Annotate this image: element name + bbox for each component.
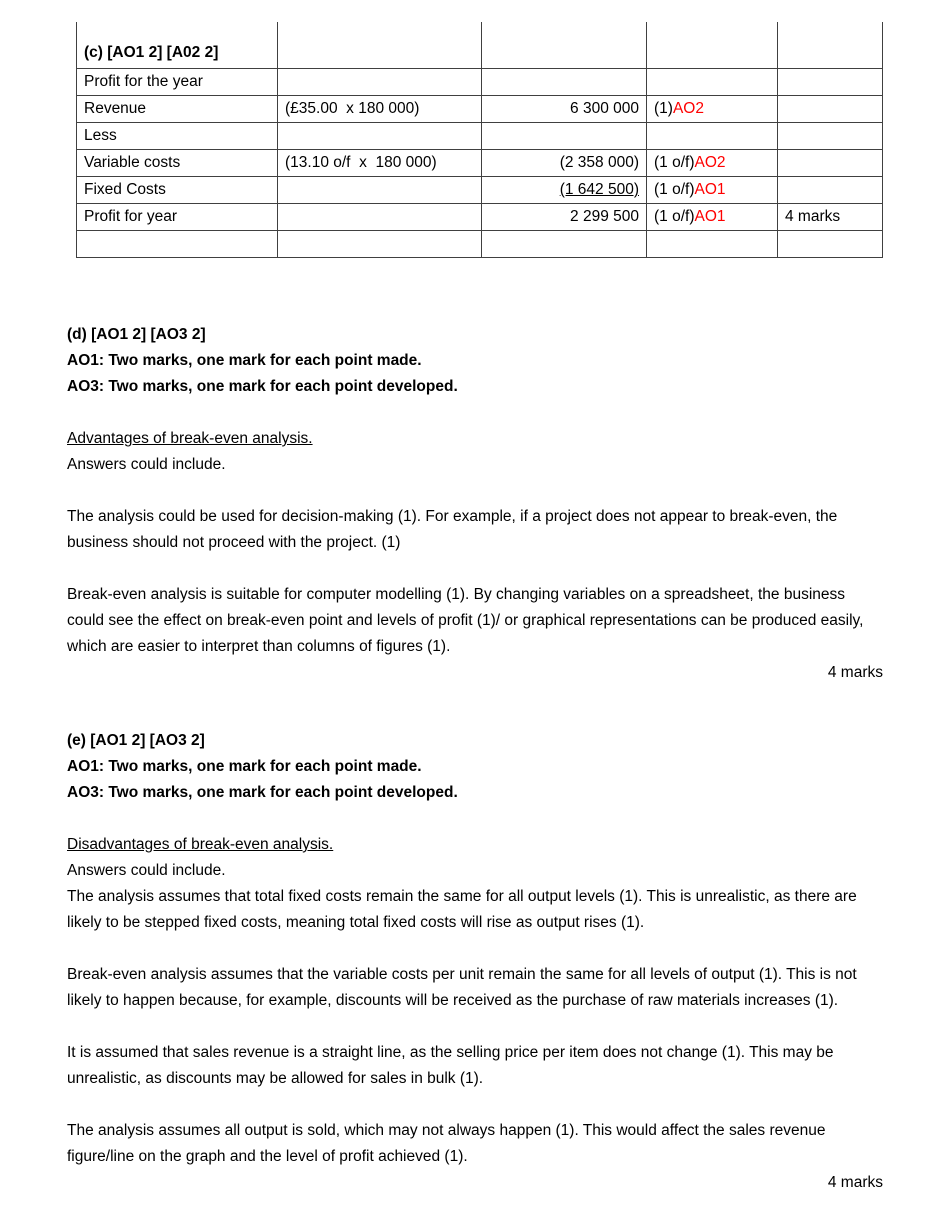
cell-label: Variable costs [77, 150, 278, 177]
cell-calculation [278, 69, 482, 96]
section-e-paragraph-2: Break-even analysis assumes that the variable costs per unit remain the same for all levels of output (1). This is not likely to happen because, for example, discounts will be received as the purchase of raw materials increases (1). [67, 966, 857, 1009]
cell-mark [647, 231, 778, 258]
section-d-marks-total: 4 marks [827, 664, 883, 681]
cell-value [482, 177, 647, 204]
ao-tag: AO2 [672, 100, 704, 117]
mark-credit: (1 o/f) [654, 208, 695, 225]
table-row-question-c [77, 22, 883, 69]
cell-label: Profit for year [77, 204, 278, 231]
ao-tag: AO2 [694, 154, 726, 171]
table-row-profit-for-year [77, 204, 883, 231]
cell-mark [647, 123, 778, 150]
section-e-heading: (e) [AO1 2] [AO3 2] [67, 732, 205, 749]
table-row-variable-costs [77, 150, 883, 177]
cell-marks-total [778, 96, 883, 123]
ao-tag: AO1 [694, 181, 726, 198]
section-d-paragraph-1: The analysis could be used for decision-making (1). For example, if a project does not appear to break-even, the business should not proceed with the project. (1) [67, 508, 838, 551]
section-e-marks-total: 4 marks [827, 1174, 883, 1191]
section-e-paragraph-3: It is assumed that sales revenue is a straight line, as the selling price per item does not change (1). This may be unrealistic, as discounts may be allowed for sales in bulk (1). [67, 1044, 834, 1087]
cell-label [77, 231, 278, 258]
cell-calculation [278, 22, 482, 69]
cell-calculation: (13.10 o/f x 180 000) [278, 150, 482, 177]
cell-value [482, 22, 647, 69]
cell-mark [647, 96, 778, 123]
cell-marks-total [778, 22, 883, 69]
section-e [67, 728, 883, 1196]
cell-value: 6 300 000 [482, 96, 647, 123]
section-e-paragraph-4: The analysis assumes all output is sold, which may not always happen (1). This would affect the sales revenue figure/line on the graph and the level of profit achieved (1). [67, 1122, 826, 1165]
section-d [67, 322, 883, 686]
cell-marks-total [778, 123, 883, 150]
section-d-paragraph-2: Break-even analysis is suitable for computer modelling (1). By changing variables on a spreadsheet, the business could see the effect on break-even point and levels of profit (1)/ or graphical representations can be produced easily, which are easier to interpret than columns of figures (1). [67, 586, 864, 655]
section-e-ao1-line: AO1: Two marks, one mark for each point made. [67, 758, 422, 775]
section-d-intro: Answers could include. [67, 456, 226, 473]
cell-label: Revenue [77, 96, 278, 123]
cell-mark [647, 177, 778, 204]
cell-marks-total: 4 marks [778, 204, 883, 231]
section-e-intro: Answers could include. [67, 862, 226, 879]
mark-credit: (1) [654, 100, 673, 117]
cell-calculation [278, 177, 482, 204]
cell-mark [647, 69, 778, 96]
cell-mark [647, 22, 778, 69]
underlined-value: (1 642 500) [559, 181, 639, 198]
profit-calculation-table [76, 22, 883, 258]
section-e-paragraph-1: The analysis assumes that total fixed costs remain the same for all output levels (1). This is unrealistic, as there are likely to be stepped fixed costs, meaning total fixed costs will rise as output rises (1). [67, 888, 857, 931]
cell-label: Less [77, 123, 278, 150]
cell-value [482, 231, 647, 258]
cell-mark [647, 150, 778, 177]
ao-tag: AO1 [694, 208, 726, 225]
cell-marks-total [778, 150, 883, 177]
cell-marks-total [778, 69, 883, 96]
cell-value: (2 358 000) [482, 150, 647, 177]
cell-calculation [278, 123, 482, 150]
mark-credit: (1 o/f) [654, 154, 695, 171]
cell-value: 2 299 500 [482, 204, 647, 231]
table-row-revenue [77, 96, 883, 123]
cell-calculation [278, 204, 482, 231]
section-d-ao3-line: AO3: Two marks, one mark for each point developed. [67, 378, 458, 395]
section-d-heading: (d) [AO1 2] [AO3 2] [67, 326, 206, 343]
cell-question-label: (c) [AO1 2] [A02 2] [77, 22, 278, 69]
section-d-subheading: Advantages of break-even analysis. [67, 430, 313, 447]
section-e-subheading: Disadvantages of break-even analysis. [67, 836, 334, 853]
cell-calculation [278, 231, 482, 258]
section-e-ao3-line: AO3: Two marks, one mark for each point developed. [67, 784, 458, 801]
cell-mark [647, 204, 778, 231]
mark-credit: (1 o/f) [654, 181, 695, 198]
cell-label: Fixed Costs [77, 177, 278, 204]
table-row-fixed-costs [77, 177, 883, 204]
cell-value [482, 123, 647, 150]
cell-label: Profit for the year [77, 69, 278, 96]
section-d-ao1-line: AO1: Two marks, one mark for each point made. [67, 352, 422, 369]
cell-calculation: (£35.00 x 180 000) [278, 96, 482, 123]
table-row-profit-for-the-year [77, 69, 883, 96]
cell-marks-total [778, 177, 883, 204]
cell-value [482, 69, 647, 96]
table-row-empty [77, 231, 883, 258]
cell-marks-total [778, 231, 883, 258]
table-row-less [77, 123, 883, 150]
